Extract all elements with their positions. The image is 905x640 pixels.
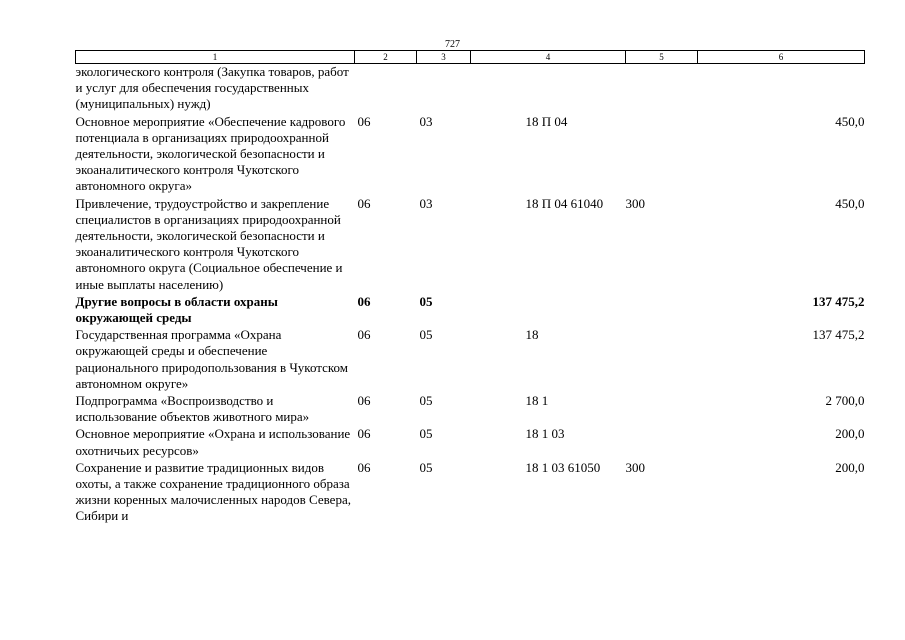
- table-row: [76, 327, 865, 393]
- header-col-3: 3: [417, 51, 471, 64]
- header-col-5: 5: [626, 51, 698, 64]
- row-name: экологического контроля (Закупка товаров, работ и услуг для обеспечения государственных (муниципальных) нужд): [75, 64, 349, 112]
- row-subsection: 03: [419, 113, 433, 129]
- row-name: Государственная программа «Охрана окружающей среды и обеспечение рационального природопользования в Чукотском автономном округе»: [75, 327, 349, 391]
- budget-table: [75, 50, 865, 526]
- header-row: [76, 51, 865, 64]
- row-section: 06: [357, 459, 371, 475]
- row-code: 18 1 03: [525, 426, 565, 442]
- row-type: [626, 64, 698, 114]
- row-section: 06: [357, 426, 371, 442]
- row-section: 06: [357, 195, 371, 211]
- row-subsection: 03: [419, 195, 433, 211]
- row-amount: 450,0: [835, 195, 865, 211]
- row-subsection: [417, 64, 471, 114]
- row-amount: 137 475,2: [812, 293, 865, 309]
- row-type: [626, 114, 698, 196]
- row-amount: 450,0: [835, 113, 865, 129]
- header-col-4: 4: [471, 51, 626, 64]
- row-section: 06: [357, 393, 371, 409]
- table-header: [76, 51, 865, 64]
- row-amount: 200,0: [835, 426, 865, 442]
- row-type: 300: [625, 459, 645, 475]
- row-name: Привлечение, трудоустройство и закрепление специалистов в организациях природоохранной деятельности, экологической безопасности и экоаналитического контроля Чукотского автономного округа (Социальное обеспечение и иные выплаты населению): [75, 195, 343, 292]
- row-type: 300: [625, 195, 645, 211]
- row-code: [471, 294, 626, 327]
- row-section: 06: [357, 113, 371, 129]
- row-code: 18 1 03 61050: [525, 459, 601, 475]
- page-number: 727: [445, 39, 460, 50]
- header-col-1: 1: [76, 51, 355, 64]
- table-row: [76, 114, 865, 196]
- row-name: Основное мероприятие «Охрана и использование охотничьих ресурсов»: [75, 426, 351, 458]
- row-subsection: 05: [419, 459, 433, 475]
- row-subsection: 05: [419, 426, 433, 442]
- row-subsection: 05: [419, 293, 433, 309]
- table-row: [76, 460, 865, 526]
- row-name: Сохранение и развитие традиционных видов охоты, а также сохранение традиционного образа жизни коренных малочисленных народов Севера, Сибири и: [75, 459, 351, 524]
- table-row: [76, 196, 865, 294]
- row-code: 18 П 04 61040: [525, 195, 604, 211]
- row-amount: 137 475,2: [812, 327, 865, 343]
- table-row: [76, 64, 865, 114]
- row-type: [626, 327, 698, 393]
- row-code: 18 П 04: [525, 113, 568, 129]
- row-amount: [698, 64, 865, 114]
- row-name: Подпрограмма «Воспроизводство и использование объектов животного мира»: [75, 393, 310, 425]
- row-name: Другие вопросы в области охраны окружающей среды: [75, 293, 278, 326]
- row-type: [626, 393, 698, 426]
- row-subsection: 05: [419, 393, 433, 409]
- row-code: 18 1: [525, 393, 549, 409]
- row-section: [355, 64, 417, 114]
- header-col-6: 6: [698, 51, 865, 64]
- row-section: 06: [357, 293, 371, 309]
- row-section: 06: [357, 327, 371, 343]
- row-code: [471, 64, 626, 114]
- table-row: [76, 294, 865, 327]
- table-row: [76, 393, 865, 426]
- row-name: Основное мероприятие «Обеспечение кадрового потенциала в организациях природоохранной деятельности, экологической безопасности и экоаналитического контроля Чукотского автономного округа»: [75, 113, 346, 194]
- row-type: [626, 294, 698, 327]
- row-amount: 2 700,0: [825, 393, 865, 409]
- row-amount: 200,0: [835, 459, 865, 475]
- row-code: 18: [525, 327, 539, 343]
- row-type: [626, 426, 698, 459]
- table-row: [76, 426, 865, 459]
- header-col-2: 2: [355, 51, 417, 64]
- row-subsection: 05: [419, 327, 433, 343]
